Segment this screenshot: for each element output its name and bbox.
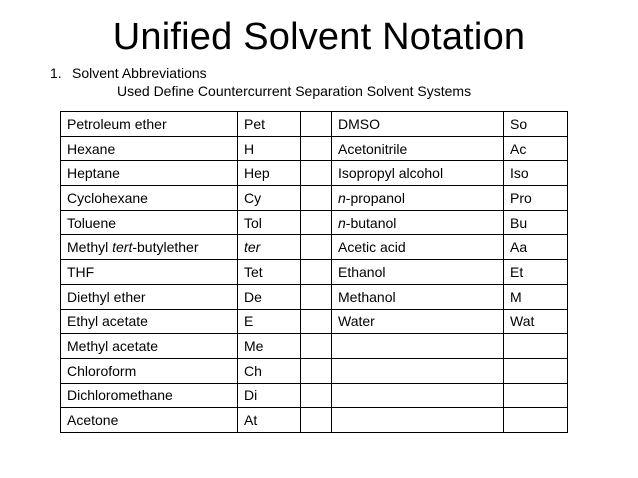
slide-title: Unified Solvent Notation bbox=[112, 16, 526, 58]
list-number: 1. bbox=[50, 65, 62, 81]
table-row bbox=[61, 334, 568, 359]
solvent-abbreviation-cell bbox=[504, 161, 568, 186]
table-row bbox=[61, 260, 568, 285]
solvent-name-cell bbox=[61, 334, 238, 359]
solvent-name-cell bbox=[332, 136, 504, 161]
table-row bbox=[61, 358, 568, 383]
solvent-abbreviation-cell bbox=[238, 408, 301, 433]
solvent-abbreviation-cell bbox=[504, 358, 568, 383]
solvent-name-text-end: Water bbox=[338, 313, 375, 330]
solvent-name-text-end: Acetic acid bbox=[338, 239, 406, 256]
solvent-abbreviation-cell bbox=[504, 210, 568, 235]
solvent-abbreviation-cell bbox=[504, 235, 568, 260]
solvent-abbreviation: At bbox=[244, 412, 258, 429]
table-row bbox=[61, 383, 568, 408]
solvent-name-text: Heptane bbox=[67, 165, 120, 182]
spacer-cell bbox=[301, 284, 332, 309]
solvent-name-italic: n bbox=[338, 189, 346, 206]
solvent-name-cell bbox=[332, 235, 504, 260]
solvent-name-cell bbox=[61, 383, 238, 408]
solvent-name-cell bbox=[332, 358, 504, 383]
solvent-name-cell bbox=[61, 260, 238, 285]
solvent-abbreviation-cell bbox=[238, 383, 301, 408]
table-row bbox=[61, 136, 568, 161]
solvent-abbreviation-cell bbox=[238, 309, 301, 334]
solvent-abbreviation-cell bbox=[238, 161, 301, 186]
solvent-name-text: Petroleum ether bbox=[67, 115, 167, 132]
solvent-abbreviation: Et bbox=[510, 263, 524, 280]
spacer-cell bbox=[301, 334, 332, 359]
solvent-abbreviation-cell bbox=[238, 284, 301, 309]
solvent-abbreviation: Di bbox=[244, 387, 258, 404]
solvent-abbreviation: Hep bbox=[244, 165, 270, 182]
solvent-abbreviation-cell bbox=[504, 408, 568, 433]
spacer-cell bbox=[301, 112, 332, 137]
solvent-abbreviation: M bbox=[510, 288, 522, 305]
solvent-name-cell bbox=[332, 284, 504, 309]
table-row bbox=[61, 284, 568, 309]
solvent-name-cell bbox=[61, 112, 238, 137]
spacer-cell bbox=[301, 358, 332, 383]
solvent-name-cell bbox=[332, 210, 504, 235]
solvent-abbreviation: Me bbox=[244, 338, 264, 355]
solvent-abbreviation-cell bbox=[238, 210, 301, 235]
solvent-name-text: Cyclohexane bbox=[67, 189, 148, 206]
table-row bbox=[61, 235, 568, 260]
table-row bbox=[61, 112, 568, 137]
solvent-abbreviation: Pet bbox=[244, 115, 266, 132]
solvent-abbreviation-italic: ter bbox=[244, 239, 261, 256]
solvent-name-text: Dichloromethane bbox=[67, 387, 173, 404]
solvent-abbreviation-cell bbox=[504, 112, 568, 137]
solvent-name-text-end: DMSO bbox=[338, 115, 380, 132]
solvent-name-text: THF bbox=[67, 263, 95, 280]
table-row bbox=[61, 186, 568, 211]
solvent-name-cell bbox=[332, 112, 504, 137]
solvent-abbreviation: De bbox=[244, 288, 262, 305]
table-row bbox=[61, 309, 568, 334]
solvent-name-text: Hexane bbox=[67, 140, 116, 157]
solvent-name-text: Diethyl ether bbox=[67, 288, 146, 305]
solvent-name-text-end: Ethanol bbox=[338, 263, 386, 280]
solvent-abbreviation-cell bbox=[238, 186, 301, 211]
solvent-abbreviation-cell bbox=[238, 358, 301, 383]
solvent-name-cell bbox=[61, 235, 238, 260]
solvent-name-text-end: -propanol bbox=[345, 189, 405, 206]
solvent-name-italic: tert bbox=[112, 239, 133, 256]
solvent-name-cell bbox=[332, 260, 504, 285]
list-item bbox=[50, 64, 207, 82]
spacer-cell bbox=[301, 260, 332, 285]
solvent-abbreviation: Aa bbox=[510, 239, 528, 256]
solvent-abbreviation: Ac bbox=[510, 140, 527, 157]
spacer-cell bbox=[301, 408, 332, 433]
solvent-abbreviation-cell bbox=[504, 334, 568, 359]
solvent-abbreviation-cell bbox=[504, 284, 568, 309]
solvent-abbreviation: Bu bbox=[510, 214, 528, 231]
solvent-abbreviation: E bbox=[244, 313, 254, 330]
solvent-name-cell bbox=[61, 408, 238, 433]
solvent-name-cell bbox=[61, 186, 238, 211]
solvent-name-cell bbox=[61, 136, 238, 161]
solvent-abbreviation-cell bbox=[504, 383, 568, 408]
solvent-abbreviation: Wat bbox=[510, 313, 535, 330]
solvent-abbreviation-cell bbox=[504, 309, 568, 334]
table-row bbox=[61, 408, 568, 433]
solvent-name-text-end: -butanol bbox=[345, 214, 397, 231]
solvent-name-text-end: Methanol bbox=[338, 288, 396, 305]
solvent-name-text: Toluene bbox=[67, 214, 117, 231]
solvent-abbreviation-cell bbox=[238, 112, 301, 137]
solvent-abbreviation: H bbox=[244, 140, 255, 157]
solvent-name-italic: n bbox=[338, 214, 346, 231]
spacer-cell bbox=[301, 186, 332, 211]
solvent-name-cell bbox=[332, 383, 504, 408]
solvent-abbreviation: Pro bbox=[510, 189, 532, 206]
spacer-cell bbox=[301, 235, 332, 260]
spacer-cell bbox=[301, 136, 332, 161]
table-row bbox=[61, 161, 568, 186]
solvent-name-text: Methyl bbox=[67, 239, 113, 256]
spacer-cell bbox=[301, 161, 332, 186]
solvent-abbreviation: Tol bbox=[244, 214, 262, 231]
solvent-name-cell bbox=[332, 309, 504, 334]
solvent-abbreviation-cell bbox=[504, 260, 568, 285]
solvent-abbreviation-cell bbox=[238, 334, 301, 359]
spacer-cell bbox=[301, 210, 332, 235]
solvent-abbreviation: Iso bbox=[510, 165, 529, 182]
solvent-abbreviation: Cy bbox=[244, 189, 262, 206]
solvent-name-cell bbox=[332, 334, 504, 359]
list-item-text: Solvent Abbreviations bbox=[72, 65, 207, 81]
solvent-name-cell bbox=[332, 408, 504, 433]
solvent-name-text: Chloroform bbox=[67, 362, 137, 379]
solvent-abbreviation-cell bbox=[238, 136, 301, 161]
solvent-abbreviation-cell bbox=[238, 260, 301, 285]
solvent-name-cell bbox=[61, 284, 238, 309]
solvent-name-cell bbox=[61, 309, 238, 334]
solvent-name-text: Acetone bbox=[67, 412, 119, 429]
solvent-name-cell bbox=[61, 161, 238, 186]
solvent-abbreviation-cell bbox=[504, 136, 568, 161]
solvent-name-text-end: Isopropyl alcohol bbox=[338, 165, 444, 182]
solvent-name-cell bbox=[61, 210, 238, 235]
spacer-cell bbox=[301, 383, 332, 408]
solvent-abbreviation: So bbox=[510, 115, 528, 132]
solvent-name-cell bbox=[332, 161, 504, 186]
spacer-cell bbox=[301, 309, 332, 334]
solvent-name-text-end: -butylether bbox=[132, 239, 199, 256]
table-body bbox=[61, 112, 568, 433]
solvent-abbreviation: Tet bbox=[244, 263, 263, 280]
solvent-abbreviation-table bbox=[60, 111, 568, 433]
solvent-abbreviation-cell bbox=[238, 235, 301, 260]
list-subtext: Used Define Countercurrent Separation Solvent Systems bbox=[117, 83, 472, 99]
solvent-name-text-end: Acetonitrile bbox=[338, 140, 408, 157]
solvent-abbreviation-cell bbox=[504, 186, 568, 211]
solvent-name-text: Ethyl acetate bbox=[67, 313, 148, 330]
solvent-name-cell bbox=[332, 186, 504, 211]
solvent-abbreviation: Ch bbox=[244, 362, 262, 379]
table-row bbox=[61, 210, 568, 235]
solvent-name-cell bbox=[61, 358, 238, 383]
solvent-name-text: Methyl acetate bbox=[67, 338, 159, 355]
